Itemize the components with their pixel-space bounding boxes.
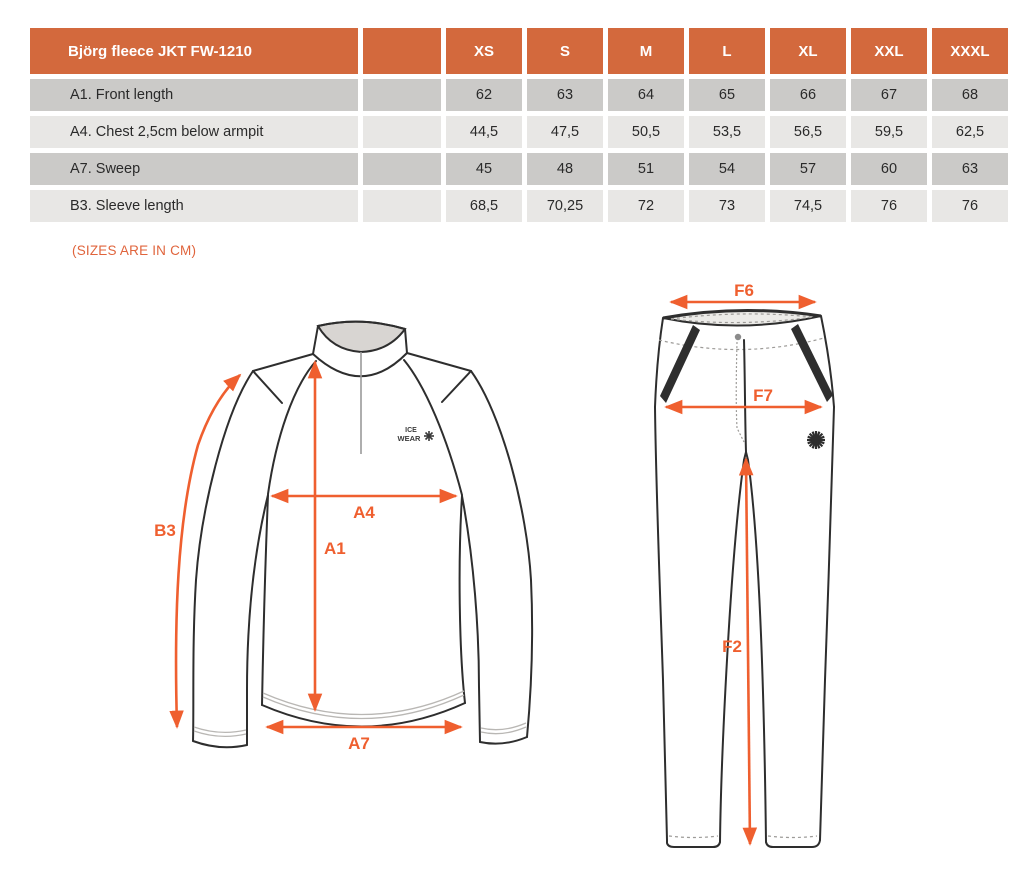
value-cell: 51 bbox=[608, 153, 684, 185]
f2-arrow bbox=[746, 459, 750, 844]
value-cell: 67 bbox=[851, 79, 927, 111]
waist-button bbox=[735, 334, 741, 340]
value-cell: 59,5 bbox=[851, 116, 927, 148]
value-cell: 63 bbox=[932, 153, 1008, 185]
value-cell: 45 bbox=[446, 153, 522, 185]
size-header-xs: XS bbox=[446, 28, 522, 74]
size-table bbox=[30, 28, 1008, 222]
size-header-s: S bbox=[527, 28, 603, 74]
value-cell: 66 bbox=[770, 79, 846, 111]
jacket-diagram bbox=[130, 280, 560, 880]
a1-label: A1 bbox=[324, 539, 346, 558]
b3-arrow bbox=[176, 375, 240, 727]
value-cell: 54 bbox=[689, 153, 765, 185]
value-cell: 48 bbox=[527, 153, 603, 185]
f7-label: F7 bbox=[753, 386, 773, 405]
size-header-m: M bbox=[608, 28, 684, 74]
fly-seam bbox=[744, 340, 746, 452]
a7-label: A7 bbox=[348, 734, 370, 753]
value-cell: 74,5 bbox=[770, 190, 846, 222]
value-cell: 53,5 bbox=[689, 116, 765, 148]
table-title: Björg fleece JKT FW-1210 bbox=[30, 28, 358, 74]
snowflake-icon bbox=[807, 431, 825, 449]
value-cell: 62 bbox=[446, 79, 522, 111]
value-cell: 73 bbox=[689, 190, 765, 222]
value-cell: 76 bbox=[851, 190, 927, 222]
value-cell: 44,5 bbox=[446, 116, 522, 148]
value-cell: 72 bbox=[608, 190, 684, 222]
value-cell: 64 bbox=[608, 79, 684, 111]
value-cell: 68,5 bbox=[446, 190, 522, 222]
fly-stitching bbox=[736, 342, 744, 442]
logo-text-line2: WEAR bbox=[397, 434, 421, 443]
right-pocket bbox=[791, 324, 833, 402]
row-label: A1. Front length bbox=[30, 79, 358, 111]
row-spacer-cell bbox=[363, 190, 441, 222]
value-cell: 76 bbox=[932, 190, 1008, 222]
value-cell: 70,25 bbox=[527, 190, 603, 222]
row-label: B3. Sleeve length bbox=[30, 190, 358, 222]
jacket-outline bbox=[193, 322, 532, 748]
value-cell: 47,5 bbox=[527, 116, 603, 148]
row-spacer-cell bbox=[363, 79, 441, 111]
row-spacer-cell bbox=[363, 153, 441, 185]
pants-outline bbox=[655, 310, 834, 847]
pants-diagram bbox=[620, 280, 1030, 880]
value-cell: 62,5 bbox=[932, 116, 1008, 148]
f6-label: F6 bbox=[734, 281, 754, 300]
logo-text-line1: ICE bbox=[405, 427, 417, 434]
value-cell: 63 bbox=[527, 79, 603, 111]
f2-label: F2 bbox=[722, 637, 742, 656]
row-label: A7. Sweep bbox=[30, 153, 358, 185]
b3-label: B3 bbox=[154, 521, 176, 540]
value-cell: 65 bbox=[689, 79, 765, 111]
size-header-xl: XL bbox=[770, 28, 846, 74]
value-cell: 68 bbox=[932, 79, 1008, 111]
row-label: A4. Chest 2,5cm below armpit bbox=[30, 116, 358, 148]
value-cell: 60 bbox=[851, 153, 927, 185]
size-header-xxxl: XXXL bbox=[932, 28, 1008, 74]
header-spacer-cell bbox=[363, 28, 441, 74]
icewear-logo bbox=[398, 427, 434, 443]
size-header-xxl: XXL bbox=[851, 28, 927, 74]
row-spacer-cell bbox=[363, 116, 441, 148]
size-header-l: L bbox=[689, 28, 765, 74]
value-cell: 57 bbox=[770, 153, 846, 185]
sizes-unit-note: (SIZES ARE IN CM) bbox=[72, 243, 197, 258]
left-pocket bbox=[660, 325, 700, 403]
pants-measurements bbox=[666, 281, 821, 844]
jacket-measurements bbox=[154, 362, 461, 753]
value-cell: 50,5 bbox=[608, 116, 684, 148]
snowflake-icon bbox=[424, 431, 434, 441]
value-cell: 56,5 bbox=[770, 116, 846, 148]
a4-label: A4 bbox=[353, 503, 375, 522]
